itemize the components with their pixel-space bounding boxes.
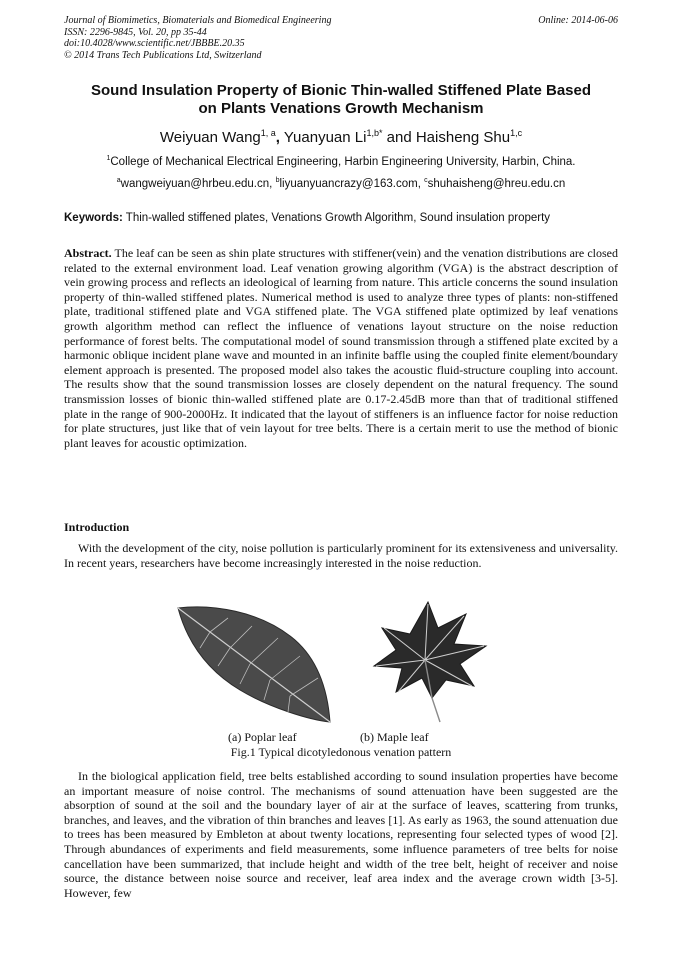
email-b[interactable]: liyuanyuancrazy@163.com, [279,177,421,190]
figure-caption-b: (b) Maple leaf [360,730,429,744]
paper-title [64,82,618,118]
introduction-paragraph-2: In the biological application field, tree belts established according to sound insulation properties have become an important measure of noise control. The mechanisms of sound attenuation have been suggested are the absorption of sound at the soil and the boundary layer of air at the surface of leaves, scattering from trunks, branches, and leaves, and the vibration of thin branches and leaves [1]. As early as 1963, the sound attenuation due to trees has been measured by Embleton at about twenty locations, representing four selected types of wood [2]. Through abundances of experiments and field measurements, some influence parameters of tree belts for noise cancellation have been summarized, that include height and width of the tree belt, height of receiver and noise source, the distance between noise source and receiver, leaf area index and the average crown width [3-5]. However, few [64,769,618,900]
introduction-heading: Introduction [64,520,130,534]
doi-line: doi:10.4028/www.scientific.net/JBBBE.20.35 [64,38,245,49]
title-line-2: on Plants Venations Growth Mechanism [198,100,484,117]
author-and: and [386,129,412,146]
author-1-sup: 1, a [260,128,276,138]
journal-header [64,15,618,61]
author-2: Yuanyuan Li [283,129,367,146]
online-date: Online: 2014-06-06 [538,15,618,26]
abstract-label: Abstract. [64,246,112,260]
email-c-sup: c [424,177,428,184]
abstract-text: The leaf can be seen as shin plate structures with stiffener(vein) and the venation distributions are closed related to the external environment load. Leaf venation growing algorithm (VGA) is the abstract description of vein growing process and reflects an ideological of learning from nature. This article concerns the sound insulation property of thin-walled stiffened plates. Numerical method is used to analyze three types of plants: non-stiffened plate, traditional stiffened plate and VGA stiffened plate. The VGA stiffened plate optimized by leaf venations growth algorithm method can reflect the influence of venations layout structure on the noise reduction performance of forest belts. The computational model of sound transmission through a stiffened plate excited by a harmonic oblique incident plane wave and mounted in an infinite baffle using the coupled finite element/boundary element approach is presented. The proposed model also takes the acoustic fluid-structure coupling into account. The results show that the sound transmission losses are closely dependent on the natural frequency. The sound transmission losses of bionic thin-walled stiffened plate are 0.17-2.45dB more than that of traditional stiffened plate in the range of 900-2000Hz. It indicated that the layout of stiffeners is an influence factor for noise reduction for plate structures, just like that of vein layout for tree belts. There is a certain merit to use the method of bionic plant leaves for acoustic optimization. [64,246,618,450]
maple-leaf-image [374,602,486,722]
figure-caption-a: (a) Poplar leaf [228,730,297,744]
introduction-paragraph-1: With the development of the city, noise pollution is particularly prominent for its extensiveness and universality. In recent years, researchers have become increasingly interested in the noise reduction. [64,541,618,570]
author-separator: , [275,129,280,146]
leaf-figure [170,600,490,726]
author-3-sup: 1,c [510,128,523,138]
email-a-sup: a [116,177,121,184]
keywords-label: Keywords: [64,212,123,224]
author-1: Weiyuan Wang [159,129,261,146]
keywords-text: Thin-walled stiffened plates, Venations Growth Algorithm, Sound insulation property [125,212,551,224]
email-c[interactable]: shuhaisheng@hreu.edu.cn [427,177,566,190]
abstract [64,246,618,450]
email-a[interactable]: wangweiyuan@hrbeu.edu.cn, [120,177,273,190]
affiliation-sup: 1 [106,155,111,162]
affiliation-text: College of Mechanical Electrical Engineering, Harbin Engineering University, Harbin, China. [110,155,576,168]
poplar-leaf-image [178,607,330,722]
email-b-sup: b [275,177,280,184]
copyright-line: © 2014 Trans Tech Publications Ltd, Switzerland [64,49,262,61]
issn-line: ISSN: 2296-9845, Vol. 20, pp 35-44 [64,26,207,38]
author-3: Haisheng Shu [415,129,511,146]
email-list [64,177,618,190]
title-line-1: Sound Insulation Property of Bionic Thin-walled Stiffened Plate Based [90,82,592,99]
journal-name: Journal of Biomimetics, Biomaterials and Biomedical Engineering [64,15,332,26]
author-2-sup: 1,b* [366,128,383,138]
keywords [64,212,618,224]
figure-caption: Fig.1 Typical dicotyledonous venation pattern [230,745,452,759]
author-list [64,128,618,146]
affiliation [64,155,618,168]
